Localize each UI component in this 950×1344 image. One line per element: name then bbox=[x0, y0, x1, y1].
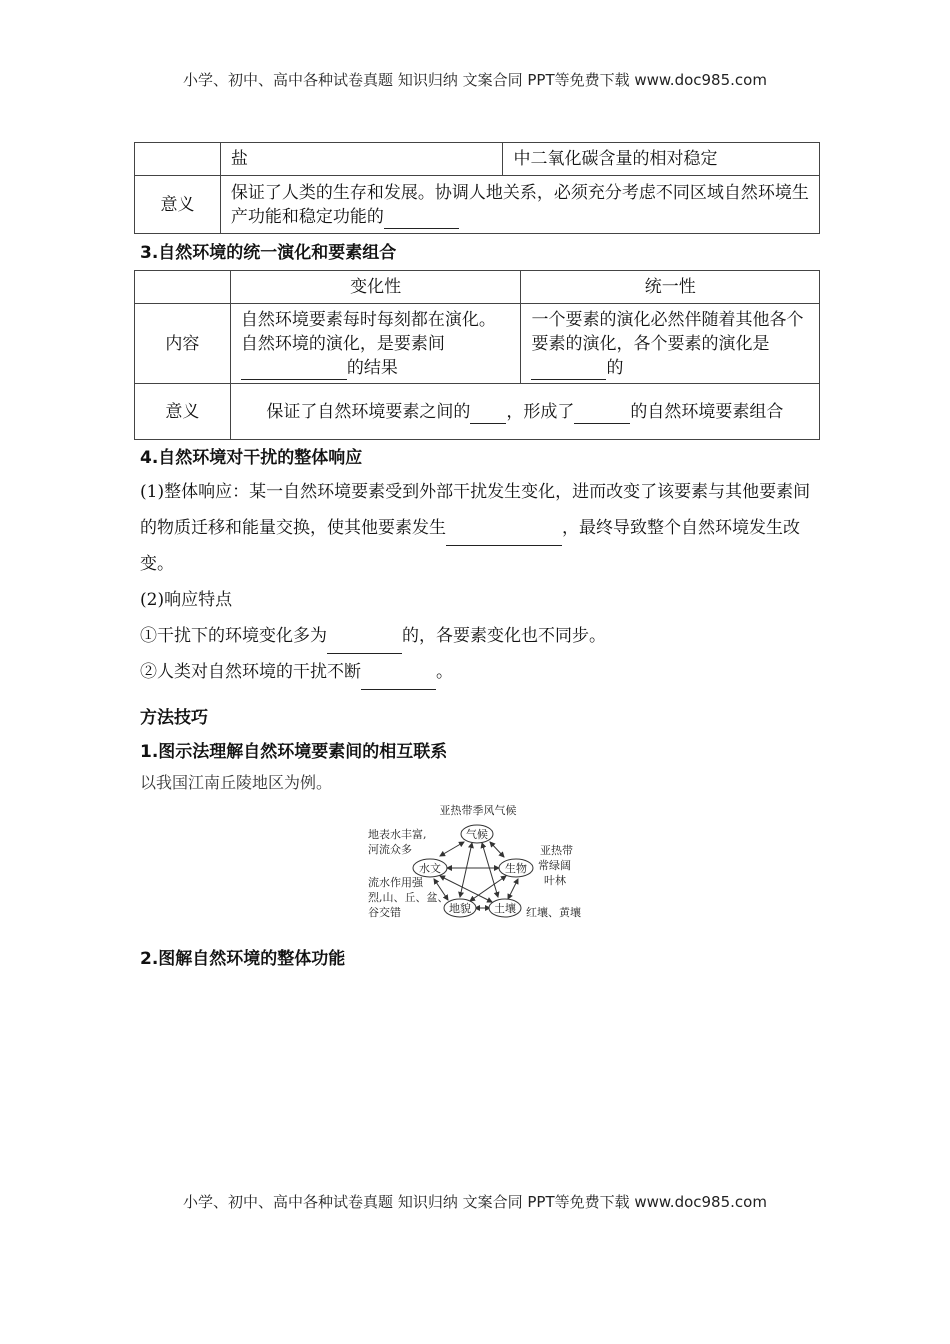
section-heading: 4.自然环境对干扰的整体响应 bbox=[140, 448, 363, 468]
arrow bbox=[440, 842, 464, 856]
paragraph: (2)响应特点 bbox=[140, 590, 233, 610]
label-landform-3: 谷交错 bbox=[368, 906, 401, 919]
page-footer: 小学、初中、高中各种试卷真题 知识归纳 文案合同 PPT等免费下载 www.doc985.com bbox=[183, 1193, 767, 1211]
label-hydrology-2: 河流众多 bbox=[368, 843, 412, 856]
label-climate-type: 亚热带季风气候 bbox=[439, 804, 517, 817]
column-header-unity: 统一性 bbox=[521, 271, 820, 304]
cell-text: 一个要素的演化必然伴随着其他各个要素的演化，各个要素的演化是 bbox=[531, 309, 804, 354]
table-evolution bbox=[134, 270, 820, 440]
label-soil-type: 红壤、黄壤 bbox=[526, 906, 581, 919]
paragraph-text: 的，各要素变化也不同步。 bbox=[402, 626, 606, 646]
table-cell bbox=[220, 176, 819, 234]
node-label-hydrology: 水文 bbox=[419, 862, 441, 875]
arrow bbox=[490, 842, 504, 857]
table-significance bbox=[134, 142, 820, 234]
table-cell bbox=[521, 304, 820, 384]
paragraph-text: ①干扰下的环境变化多为 bbox=[140, 626, 327, 646]
node-label-biology: 生物 bbox=[505, 862, 527, 875]
fill-blank[interactable] bbox=[361, 669, 436, 690]
fill-blank[interactable] bbox=[470, 403, 506, 424]
fill-blank[interactable] bbox=[384, 208, 459, 229]
response-paragraphs bbox=[140, 474, 820, 690]
table-cell bbox=[230, 384, 819, 440]
paragraph bbox=[140, 654, 820, 690]
table-row bbox=[135, 384, 820, 440]
fill-blank[interactable] bbox=[327, 633, 402, 654]
cell-text: 的结果 bbox=[346, 357, 398, 378]
arrow bbox=[470, 876, 506, 901]
methods-heading: 方法技巧 bbox=[140, 708, 208, 728]
arrow bbox=[508, 879, 518, 899]
label-biology-1: 亚热带 bbox=[540, 844, 573, 857]
table-cell-empty bbox=[135, 271, 231, 304]
paragraph-text: 。 bbox=[436, 662, 453, 682]
section-heading: 3.自然环境的统一演化和要素组合 bbox=[140, 243, 397, 263]
cell-text: 自然环境要素每时每刻都在演化。自然环境的演化，是要素间 bbox=[240, 309, 496, 354]
table-row bbox=[135, 304, 820, 384]
fill-blank[interactable] bbox=[531, 359, 606, 380]
cell-text: ，形成了 bbox=[506, 401, 575, 422]
cell-text: 的自然环境要素组合 bbox=[630, 401, 784, 422]
paragraph bbox=[140, 618, 820, 654]
fill-blank[interactable] bbox=[446, 525, 562, 546]
cell-text: 保证了自然环境要素之间的 bbox=[266, 401, 471, 422]
paragraph-text: ②人类对自然环境的干扰不断 bbox=[140, 662, 361, 682]
paragraph bbox=[140, 474, 820, 582]
cell-text: 保证了人类的生存和发展。协调人地关系，必须充分考虑不同区域自然环境生产功能和稳定功能的 bbox=[230, 182, 809, 227]
table-cell bbox=[230, 304, 521, 384]
paragraph-text: (1)整体响应：某一自然环境要素受到外部干扰发生变化，进而改变了该要素与其他要素间的物质迁移和能量交换，使其他要素发生 bbox=[140, 482, 811, 538]
label-landform-2: 烈,山、丘、盆、 bbox=[368, 891, 449, 904]
fill-blank[interactable] bbox=[574, 403, 630, 424]
paragraph-text: ，最终导致整个自然环境发生改变。 bbox=[140, 518, 800, 574]
table-row bbox=[135, 176, 820, 234]
table-row bbox=[135, 143, 820, 176]
table-cell: 盐 bbox=[220, 143, 503, 176]
example-text: 以我国江南丘陵地区为例。 bbox=[140, 773, 333, 792]
fill-blank[interactable] bbox=[241, 359, 347, 380]
row-label-meaning: 意义 bbox=[135, 176, 221, 234]
method-subheading: 2.图解自然环境的整体功能 bbox=[140, 949, 346, 969]
page-header: 小学、初中、高中各种试卷真题 知识归纳 文案合同 PPT等免费下载 www.doc985.com bbox=[183, 71, 767, 89]
table-header-row bbox=[135, 271, 820, 304]
column-header-change: 变化性 bbox=[230, 271, 521, 304]
node-label-landform: 地貌 bbox=[449, 902, 471, 915]
row-label-meaning: 意义 bbox=[135, 384, 231, 440]
element-relationship-diagram bbox=[360, 800, 590, 926]
node-label-climate: 气候 bbox=[466, 828, 488, 841]
label-landform-1: 流水作用强 bbox=[368, 876, 423, 889]
label-biology-3: 叶林 bbox=[544, 874, 566, 887]
method-subheading: 1.图示法理解自然环境要素间的相互联系 bbox=[140, 742, 448, 762]
row-label-content: 内容 bbox=[135, 304, 231, 384]
node-label-soil: 土壤 bbox=[494, 902, 516, 915]
label-hydrology-1: 地表水丰富, bbox=[368, 828, 427, 841]
arrow bbox=[482, 843, 498, 897]
table-cell: 中二氧化碳含量的相对稳定 bbox=[503, 143, 820, 176]
label-biology-2: 常绿阔 bbox=[538, 859, 571, 872]
table-cell-empty bbox=[135, 143, 221, 176]
cell-text: 的 bbox=[606, 357, 624, 378]
